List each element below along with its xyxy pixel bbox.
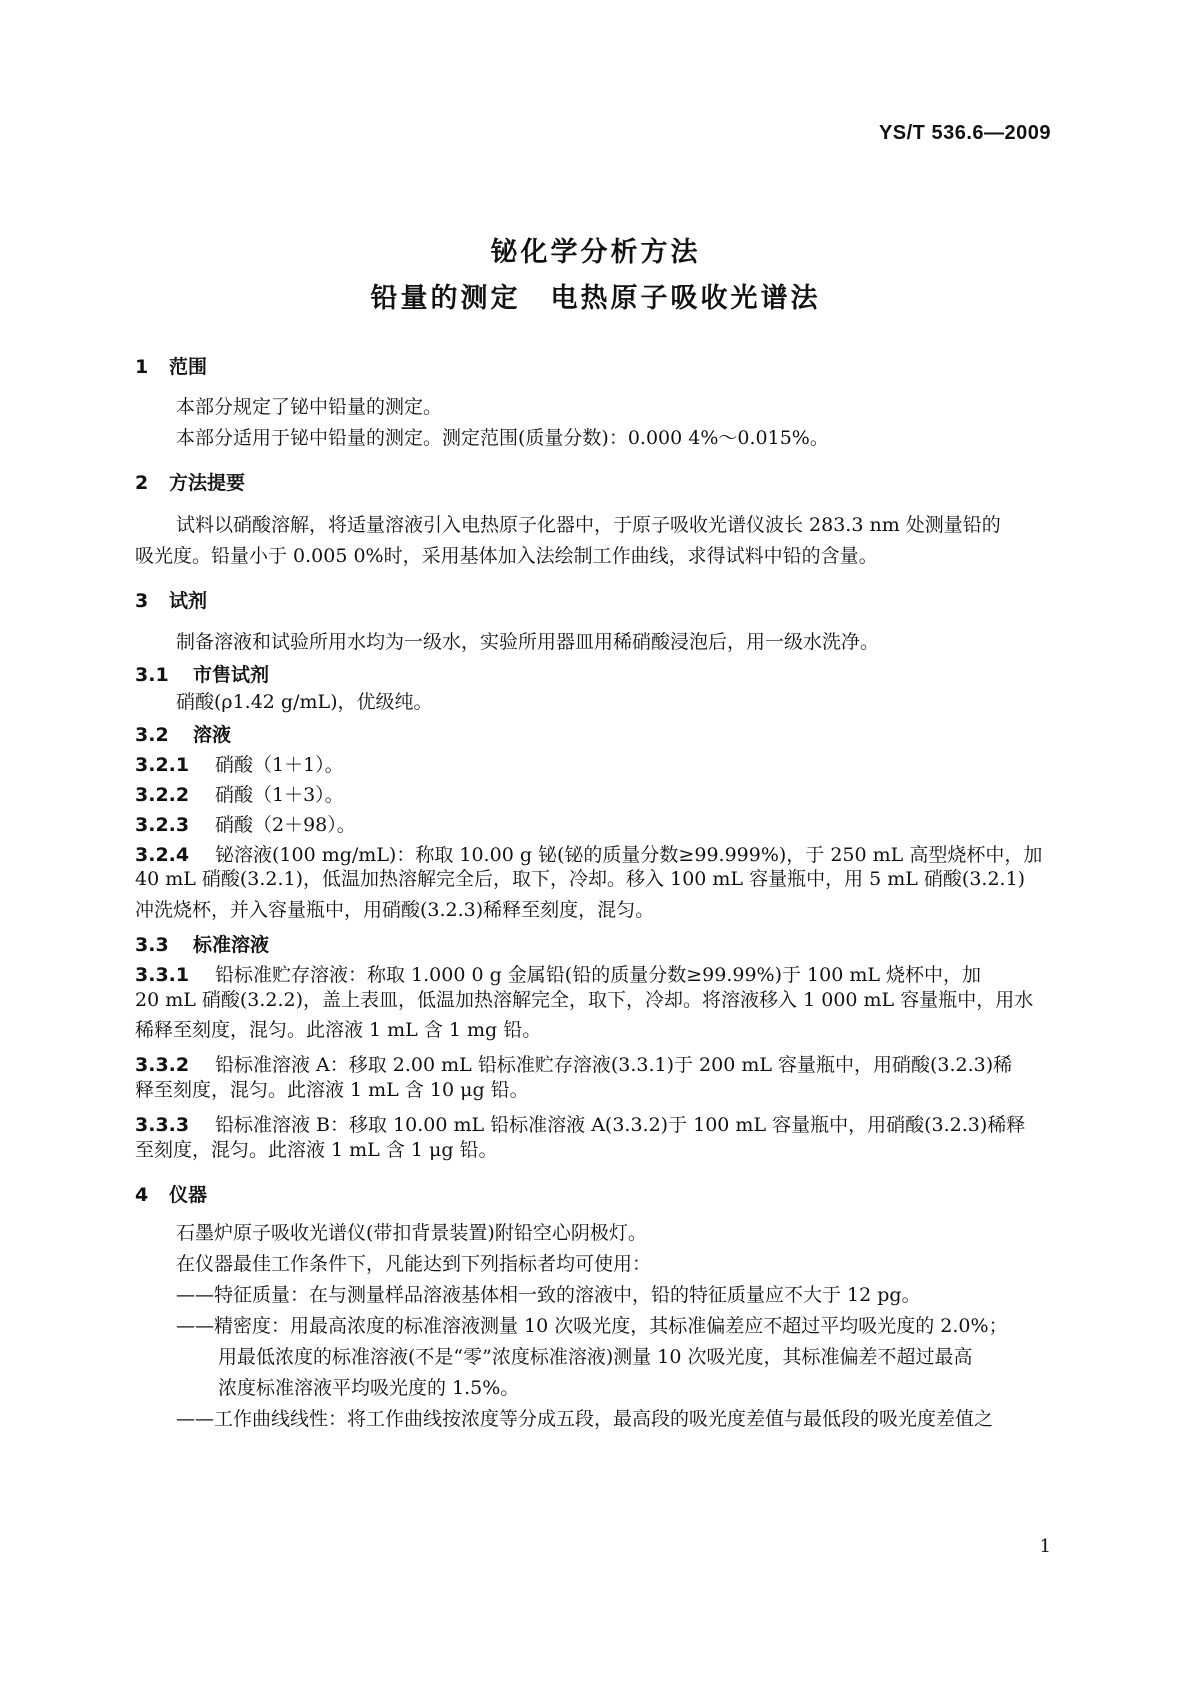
- paragraph-continuation: 40 mL 硝酸(3.2.1)，低温加热溶解完全后，取下，冷却。移入 100 mL 容量瓶中，用 5 mL 硝酸(3.2.1): [135, 868, 1026, 890]
- clause-number: 3.3.2: [135, 1054, 190, 1076]
- clause-3-3-1: [135, 960, 981, 987]
- section-number: 3: [135, 590, 149, 612]
- paragraph: 制备溶液和试验所用水均为一级水，实验所用器皿用稀硝酸浸泡后，用一级水洗净。: [176, 631, 880, 653]
- paragraph-continuation: 20 mL 硝酸(3.2.2)，盖上表皿，低温加热溶解完全，取下，冷却。将溶液移入 1 000 mL 容量瓶中，用水: [135, 989, 1034, 1011]
- clause-3-2-2: [135, 780, 344, 807]
- paragraph: 本部分适用于铋中铅量的测定。测定范围(质量分数)：0.000 4%～0.015%。: [176, 427, 829, 449]
- clause-text: 硝酸（2＋98）。: [215, 814, 356, 836]
- paragraph: 试料以硝酸溶解，将适量溶液引入电热原子化器中，于原子吸收光谱仪波长 283.3 nm 处测量铅的: [176, 514, 1001, 536]
- dash-item-continuation: 浓度标准溶液平均吸光度的 1.5%。: [218, 1377, 520, 1399]
- clause-3-2-1: [135, 750, 344, 777]
- clause-3-3-3: [135, 1110, 1025, 1137]
- subsection-title: 市售试剂: [193, 664, 270, 686]
- clause-text: 铅标准贮存溶液：称取 1.000 0 g 金属铅(铅的质量分数≥99.99%)于 100 mL 烧杯中，加: [215, 964, 982, 986]
- subsection-3-2-heading: [135, 720, 231, 747]
- section-title: 仪器: [169, 1184, 208, 1206]
- paragraph-continuation: 吸光度。铅量小于 0.005 0%时，采用基体加入法绘制工作曲线，求得试料中铅的含量。: [135, 545, 878, 567]
- page-number: 1: [1039, 1536, 1051, 1557]
- section-title: 试剂: [169, 590, 208, 612]
- subsection-title: 标准溶液: [193, 934, 270, 956]
- clause-3-2-3: [135, 810, 356, 837]
- clause-text: 铅标准溶液 A：移取 2.00 mL 铅标准贮存溶液(3.3.1)于 200 mL 容量瓶中，用硝酸(3.2.3)稀: [215, 1054, 1013, 1076]
- document-title-line1: 铋化学分析方法: [490, 237, 701, 268]
- paragraph: 在仪器最佳工作条件下，凡能达到下列指标者均可使用：: [176, 1253, 652, 1275]
- clause-text: 硝酸（1＋1）。: [215, 754, 344, 776]
- clause-3-2-4: [135, 840, 1042, 867]
- clause-number: 3.2.4: [135, 844, 190, 866]
- section-4-heading: [135, 1180, 207, 1207]
- clause-text: 铅标准溶液 B：移取 10.00 mL 铅标准溶液 A(3.3.2)于 100 mL 容量瓶中，用硝酸(3.2.3)稀释: [215, 1114, 1026, 1136]
- paragraph: 本部分规定了铋中铅量的测定。: [176, 396, 443, 418]
- section-number: 4: [135, 1184, 149, 1206]
- paragraph: 石墨炉原子吸收光谱仪(带扣背景装置)附铅空心阴极灯。: [176, 1222, 647, 1244]
- paragraph-continuation: 稀释至刻度，混匀。此溶液 1 mL 含 1 mg 铅。: [135, 1019, 542, 1041]
- paragraph-continuation: 冲洗烧杯，并入容量瓶中，用硝酸(3.2.3)稀释至刻度，混匀。: [135, 899, 655, 921]
- section-title: 方法提要: [169, 472, 246, 494]
- subsection-3-1-heading: [135, 660, 269, 687]
- section-3-heading: [135, 586, 207, 613]
- subsection-number: 3.2: [135, 724, 169, 746]
- section-1-heading: [135, 352, 207, 379]
- section-title: 范围: [169, 356, 208, 378]
- clause-number: 3.2.1: [135, 754, 190, 776]
- clause-number: 3.2.2: [135, 784, 190, 806]
- subsection-number: 3.3: [135, 934, 169, 956]
- dash-item: ——精密度：用最高浓度的标准溶液测量 10 次吸光度，其标准偏差应不超过平均吸光度的 2.0%；: [176, 1315, 1008, 1337]
- section-number: 1: [135, 356, 149, 378]
- paragraph: 硝酸(ρ1.42 g/mL)，优级纯。: [176, 691, 433, 713]
- dash-item-continuation: 用最低浓度的标准溶液(不是“零”浓度标准溶液)测量 10 次吸光度，其标准偏差不超过最高: [218, 1346, 973, 1368]
- clause-number: 3.2.3: [135, 814, 190, 836]
- dash-item: ——特征质量：在与测量样品溶液基体相一致的溶液中，铅的特征质量应不大于 12 pg。: [176, 1284, 921, 1306]
- clause-text: 铋溶液(100 mg/mL)：称取 10.00 g 铋(铋的质量分数≥99.999%)，于 250 mL 高型烧杯中，加: [215, 844, 1043, 866]
- subsection-title: 溶液: [193, 724, 232, 746]
- clause-text: 硝酸（1＋3）。: [215, 784, 344, 806]
- document-title-line2: 铅量的测定 电热原子吸收光谱法: [370, 283, 821, 314]
- section-number: 2: [135, 472, 149, 494]
- clause-number: 3.3.3: [135, 1114, 190, 1136]
- paragraph-continuation: 至刻度，混匀。此溶液 1 mL 含 1 μg 铅。: [135, 1139, 498, 1161]
- clause-3-3-2: [135, 1050, 1012, 1077]
- clause-number: 3.3.1: [135, 964, 190, 986]
- section-2-heading: [135, 468, 245, 495]
- subsection-3-3-heading: [135, 930, 269, 957]
- dash-item: ——工作曲线线性：将工作曲线按浓度等分成五段，最高段的吸光度差值与最低段的吸光度差值之: [176, 1408, 994, 1430]
- standard-code: YS/T 536.6—2009: [878, 122, 1051, 144]
- paragraph-continuation: 释至刻度，混匀。此溶液 1 mL 含 10 μg 铅。: [135, 1079, 529, 1101]
- subsection-number: 3.1: [135, 664, 169, 686]
